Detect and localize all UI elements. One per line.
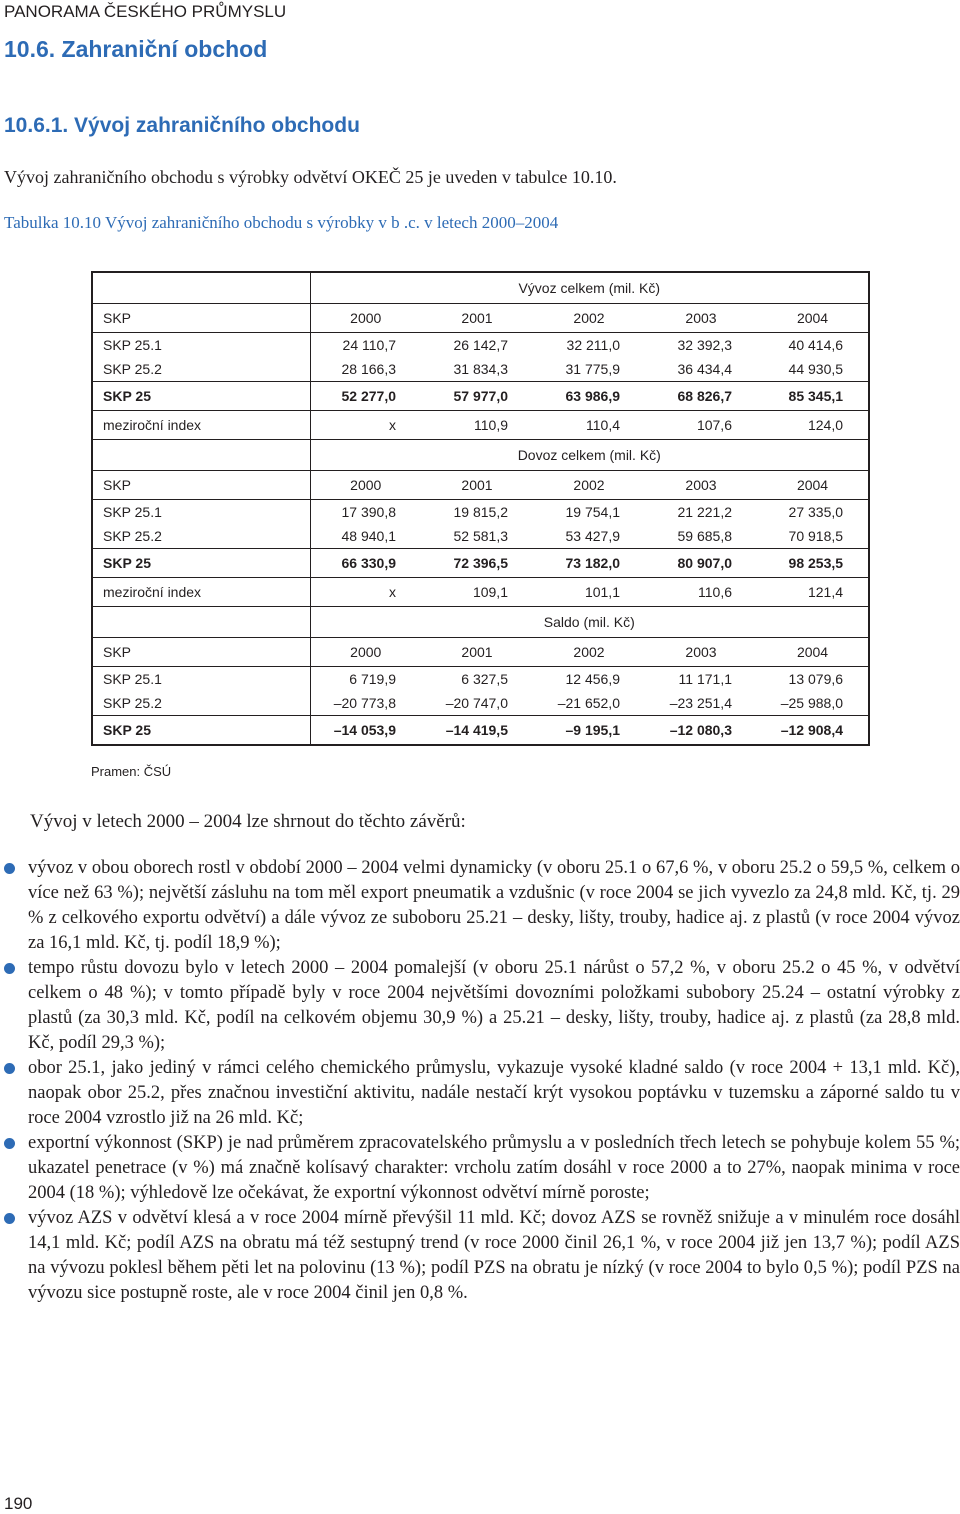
- year-header: 2000: [310, 304, 421, 333]
- value-cell: –25 988,0: [757, 691, 869, 716]
- section-heading: Vývoz celkem (mil. Kč): [310, 272, 869, 304]
- value-cell: 73 182,0: [533, 549, 645, 578]
- table-caption: Tabulka 10.10 Vývoj zahraničního obchodu s výrobky v b .c. v letech 2000–2004: [4, 213, 559, 232]
- value-cell: –21 652,0: [557, 695, 620, 711]
- value-cell: 110,9: [421, 411, 533, 440]
- year-header-row: [92, 638, 869, 667]
- conclusion-item: [28, 956, 960, 1056]
- conclusion-text: vývoz v obou oborech rostl v období 2000 – 2004 velmi dynamicky (v oboru 25.1 o 67,6 %, v oboru 25.2 o 59,5 %, celkem o více než 63 %); největší zásluhu na tom měl export pneumatik a vzdušnic (v roce 2004 se jich vyvezlo za 24,8 mld. Kč, tj. 29 % z celkového exportu odvětví) a dále vývoz ze suboboru 25.21 – desky, lišty, trouby, hadice aj. z plastů (v roce 2004 vývoz za 16,1 mld. Kč, tj. podíl 18,9 %);: [28, 858, 960, 953]
- value-cell: 6 327,5: [421, 667, 533, 692]
- row-label: SKP 25.1: [92, 667, 310, 692]
- year-header: 2002: [533, 304, 645, 333]
- value-cell: 31 834,3: [453, 361, 508, 377]
- year-header: 2002: [533, 638, 645, 667]
- value-cell: 68 826,7: [645, 382, 757, 411]
- value-cell: 13 079,6: [757, 667, 869, 692]
- value-cell: 19 815,2: [421, 500, 533, 525]
- total-row: [92, 549, 869, 578]
- conclusion-text: obor 25.1, jako jediný v rámci celého chemického průmyslu, vykazuje vysoké kladné saldo (v roce 2004 + 13,1 mld. Kč), naopak obor 25.2, přes značnou investiční aktivitu, nadále nestačí krýt vysokou poptávku v tuzemsku a záporné saldo tu v roce 2004 vzrostlo již na 26 mld. Kč;: [28, 1058, 960, 1128]
- conclusion-item: [28, 1206, 960, 1306]
- conclusion-item: [28, 1131, 960, 1206]
- value-cell: –23 251,4: [669, 695, 732, 711]
- row-label: SKP 25.2: [92, 357, 310, 382]
- value-cell: 98 253,5: [757, 549, 869, 578]
- section-title: 10.6. Zahraniční obchod: [4, 36, 268, 62]
- year-header: 2003: [645, 471, 757, 500]
- bullet-icon: [4, 863, 15, 874]
- value-cell: x: [310, 578, 421, 607]
- data-row: [92, 691, 869, 716]
- row-label: meziroční index: [92, 578, 310, 607]
- value-cell: 24 110,7: [310, 333, 421, 358]
- page-number: 190: [4, 1494, 33, 1513]
- value-cell: 66 330,9: [310, 549, 421, 578]
- value-cell: 107,6: [645, 411, 757, 440]
- year-header: 2004: [757, 638, 869, 667]
- running-header: PANORAMA ČESKÉHO PRŮMYSLU: [4, 2, 287, 21]
- year-header-row: [92, 304, 869, 333]
- section-heading: Dovoz celkem (mil. Kč): [310, 440, 869, 471]
- summary-heading: Vývoj v letech 2000 – 2004 lze shrnout do těchto závěrů:: [30, 811, 466, 832]
- row-label: SKP 25: [92, 382, 310, 411]
- year-header: 2000: [310, 638, 421, 667]
- value-cell: 85 345,1: [757, 382, 869, 411]
- intro-paragraph: Vývoj zahraničního obchodu s výrobky odvětví OKEČ 25 je uveden v tabulce 10.10.: [4, 167, 617, 187]
- value-cell: 101,1: [533, 578, 645, 607]
- conclusion-item: [28, 856, 960, 956]
- year-header: 2003: [645, 638, 757, 667]
- value-cell: 17 390,8: [310, 500, 421, 525]
- source-note: Pramen: ČSÚ: [91, 764, 172, 779]
- year-header: 2004: [757, 304, 869, 333]
- value-cell: 110,4: [533, 411, 645, 440]
- conclusion-text: tempo růstu dovozu bylo v letech 2000 – 2004 pomalejší (v oboru 25.1 nárůst o 57,2 %, v oboru 25.2 o 45 %, v odvětví celkem o 48 %); v tomto případě byly v roce 2004 největšími dovozními položkami subobory 25.24 – ostatní výrobky z plastů (za 30,3 mld. Kč, podíl na celkovém objemu 30,9 %) a 25.21 – desky, lišty, trouby, hadice aj. z plastů (za 28,8 mld. Kč, podíl 29,3 %);: [28, 958, 960, 1053]
- column-label: SKP: [92, 638, 310, 667]
- value-cell: 44 930,5: [757, 357, 869, 382]
- value-cell: 32 392,3: [645, 333, 757, 358]
- conclusion-text: exportní výkonnost (SKP) je nad průměrem zpracovatelského průmyslu a v posledních třech letech se pohybuje kolem 55 %; ukazatel penetrace (v %) má značně kolísavý charakter: vrcholu zatím dosáhl v roce 2000 a to 27%, naopak minima v roce 2004 (18 %); výhledově lze očekávat, že exportní výkonnost odvětví mírně poroste;: [28, 1133, 960, 1203]
- value-cell: –9 195,1: [533, 716, 645, 746]
- bullet-icon: [4, 1063, 15, 1074]
- value-cell: –20 747,0: [445, 695, 508, 711]
- total-row: [92, 716, 869, 746]
- value-cell: 109,1: [421, 578, 533, 607]
- section-title-row: [92, 272, 869, 304]
- value-cell: 52 277,0: [310, 382, 421, 411]
- value-cell: 70 918,5: [757, 524, 869, 549]
- year-header-row: [92, 471, 869, 500]
- value-cell: 31 775,9: [565, 361, 620, 377]
- value-cell: –12 908,4: [757, 716, 869, 746]
- row-label: SKP 25: [92, 716, 310, 746]
- bullet-icon: [4, 1213, 15, 1224]
- value-cell: 110,6: [645, 578, 757, 607]
- value-cell: 57 977,0: [421, 382, 533, 411]
- bullet-icon: [4, 1138, 15, 1149]
- value-cell: 124,0: [757, 411, 869, 440]
- value-cell: 21 221,2: [645, 500, 757, 525]
- value-cell: 53 427,9: [565, 528, 620, 544]
- year-header: 2003: [645, 304, 757, 333]
- value-cell: 32 211,0: [533, 333, 645, 358]
- value-cell: 40 414,6: [757, 333, 869, 358]
- value-cell: 19 754,1: [533, 500, 645, 525]
- value-cell: 26 142,7: [421, 333, 533, 358]
- value-cell: 36 434,4: [677, 361, 732, 377]
- value-cell: 121,4: [757, 578, 869, 607]
- row-label: SKP 25.2: [92, 524, 310, 549]
- conclusion-text: vývoz AZS v odvětví klesá a v roce 2004 mírně převýšil 11 mld. Kč; dovoz AZS se rovněž snižuje a v minulém roce dosáhl 14,1 mld. Kč; podíl AZS na obratu má též sestupný trend (v roce 2000 činil 26,1 %, v roce 2004 již jen 13,7 %); podíl AZS na vývozu poklesl během pěti let na polovinu (13 %); podíl PZS na obratu je nízký (v roce 2004 to bylo 0,5 %); podíl PZS na vývozu sice postupně roste, ale v roce 2004 činil jen 0,8 %.: [28, 1208, 960, 1303]
- value-cell: 72 396,5: [421, 549, 533, 578]
- row-label: SKP 25.1: [92, 333, 310, 358]
- column-label: SKP: [92, 304, 310, 333]
- value-cell: 28 166,3: [310, 357, 421, 382]
- value-cell: –14 053,9: [310, 716, 421, 746]
- section-title-row: [92, 440, 869, 471]
- year-header: 2001: [421, 638, 533, 667]
- index-row: [92, 411, 869, 440]
- data-row: [92, 333, 869, 358]
- section-title-row: [92, 607, 869, 638]
- value-cell: –20 773,8: [310, 691, 421, 716]
- section-heading: Saldo (mil. Kč): [310, 607, 869, 638]
- value-cell: x: [310, 411, 421, 440]
- year-header: 2002: [533, 471, 645, 500]
- year-header: 2004: [757, 471, 869, 500]
- value-cell: –14 419,5: [421, 716, 533, 746]
- data-row: [92, 500, 869, 525]
- value-cell: 11 171,1: [645, 667, 757, 692]
- value-cell: 48 940,1: [310, 524, 421, 549]
- trade-table: [91, 271, 870, 746]
- value-cell: 63 986,9: [533, 382, 645, 411]
- data-row: [92, 357, 869, 382]
- value-cell: 27 335,0: [757, 500, 869, 525]
- year-header: 2001: [421, 304, 533, 333]
- value-cell: 80 907,0: [645, 549, 757, 578]
- bullet-icon: [4, 963, 15, 974]
- row-label: meziroční index: [92, 411, 310, 440]
- value-cell: 52 581,3: [453, 528, 508, 544]
- total-row: [92, 382, 869, 411]
- value-cell: 59 685,8: [677, 528, 732, 544]
- subsection-title: 10.6.1. Vývoj zahraničního obchodu: [4, 114, 360, 137]
- row-label: SKP 25.2: [92, 691, 310, 716]
- column-label: SKP: [92, 471, 310, 500]
- year-header: 2000: [310, 471, 421, 500]
- conclusions-list: [28, 856, 960, 1306]
- row-label: SKP 25.1: [92, 500, 310, 525]
- value-cell: 6 719,9: [310, 667, 421, 692]
- conclusion-item: [28, 1056, 960, 1131]
- value-cell: –12 080,3: [645, 716, 757, 746]
- index-row: [92, 578, 869, 607]
- year-header: 2001: [421, 471, 533, 500]
- data-row: [92, 524, 869, 549]
- row-label: SKP 25: [92, 549, 310, 578]
- trade-table-body: [92, 272, 869, 745]
- data-row: [92, 667, 869, 692]
- value-cell: 12 456,9: [533, 667, 645, 692]
